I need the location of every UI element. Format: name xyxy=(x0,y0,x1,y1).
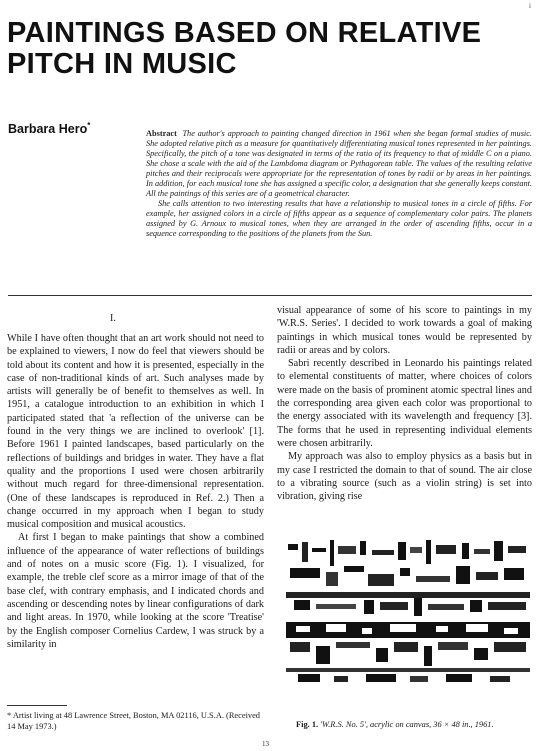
corner-mark: i xyxy=(529,2,531,10)
body-paragraph: My approach was also to employ physics as a basis but in my case I restricted the domain to that of sound. The air close to a vibrating source (such as a violin string) is set into vibration, giving rise xyxy=(277,451,532,503)
figure-caption xyxy=(296,720,532,729)
body-paragraph: Sabri recently described in Leonardo his paintings related to elemental constituents of matter, where choices of colors were made on the basis of prominent atomic spectral lines and the corresponding area given each color was proportional to the energy associated with its wavelength and frequency [3]. The forms that he used in representing individual elements were chosen arbitrarily. xyxy=(277,358,532,449)
title-line-1: PAINTINGS BASED ON RELATIVE xyxy=(7,17,482,49)
section-divider xyxy=(8,295,532,296)
abstract-label: Abstract xyxy=(146,129,177,138)
page-number: 13 xyxy=(262,740,269,748)
right-column xyxy=(277,304,532,503)
abstract-paragraph-1 xyxy=(146,129,532,199)
body-paragraph: While I have often thought that an art work should not need to be explained to viewers, I now do feel that viewers should be told about its content and how it is presented, especially in the case of non-traditional kinds of art. Such analyses made by artists will generally be of benefit to themselves as well. In 1951, a catalogue introduction to an exhibition in which I participated stated that 'a reflection of the universe can be found in the very things we are inclined to overlook' [1]. Before 1961 I painted landscapes, based particularly on the reflections of buildings and bridges in water. They have a flat quality and the proportions I used were chosen arbitrarily without much regard for three-dimensional representation. (One of these landscapes is reproduced in Ref. 2.) Then a change occurred in my approach when I began to study musical composition and musical acoustics. xyxy=(7,333,264,531)
abstract xyxy=(146,129,532,239)
body-paragraph: visual appearance of some of his score to paintings in my 'W.R.S. Series'. I decided to work towards a goal of making paintings in which musical tones would be represented by radii or areas and by colors. xyxy=(277,305,532,356)
painting-image xyxy=(286,538,530,684)
figure-label: Fig. 1. xyxy=(296,720,319,729)
footnote: * Artist living at 48 Lawrence Street, Boston, MA 02116, U.S.A. (Received 14 May 1973.) xyxy=(7,711,260,731)
author-text: Barbara Hero xyxy=(8,122,88,137)
title-line-2: PITCH IN MUSIC xyxy=(7,48,237,80)
footnote-divider xyxy=(7,705,67,706)
abstract-paragraph-2: She calls attention to two interesting results that have a relationship to musical tones in a circle of fifths. For example, her assigned colors in a circle of fifths appear as a sequence of complementary color pairs. The planets assigned by G. Arnoux to musical tones, when they are arranged in the order of ascending fifths, occur in a sequence corresponding to the positions of the planets from the Sun. xyxy=(146,199,532,238)
painting-figure xyxy=(286,538,530,684)
abstract-text-1: The author's approach to painting changed direction in 1961 when she began formal studies of music. She adopted relative pitch as a measure for quantitatively differentiating musical tones represented in her paintings. Specifically, the pitch of a tone was designated in terms of the ratio of its frequency to that of middle C on a piano. She chose a scale with the aid of the Lambdoma diagram or Pythagorean table. The values of the resulting relative pitches and their reciprocals were appropriate for the representation of tones by radii or by areas in her paintings. In addition, for each musical tone she has assigned a specific color, a designation that she generally keeps constant. All the paintings of this series are of a geometrical character. xyxy=(146,129,532,198)
figure-caption-text: 'W.R.S. No. 5', acrylic on canvas, 36 × 48 in., 1961. xyxy=(320,720,494,729)
body-paragraph: At first I began to make paintings that show a combined influence of the appearance of water reflections of buildings and of notes on a music score (Fig. 1). I visualized, for example, the treble clef score as a mirror image of that of the base clef, with contrary emphasis, and I indicated chords and ascending or descending notes by linear configurations of dark and light areas. In 1970, while looking at the score 'Treatise' by the English composer Cornelius Cardew, I was struck by a similarity in xyxy=(7,532,264,650)
author-name xyxy=(8,121,90,136)
article-title xyxy=(7,18,532,80)
left-column xyxy=(7,332,264,651)
author-footnote-mark: * xyxy=(87,121,91,130)
section-number: I. xyxy=(110,313,116,324)
